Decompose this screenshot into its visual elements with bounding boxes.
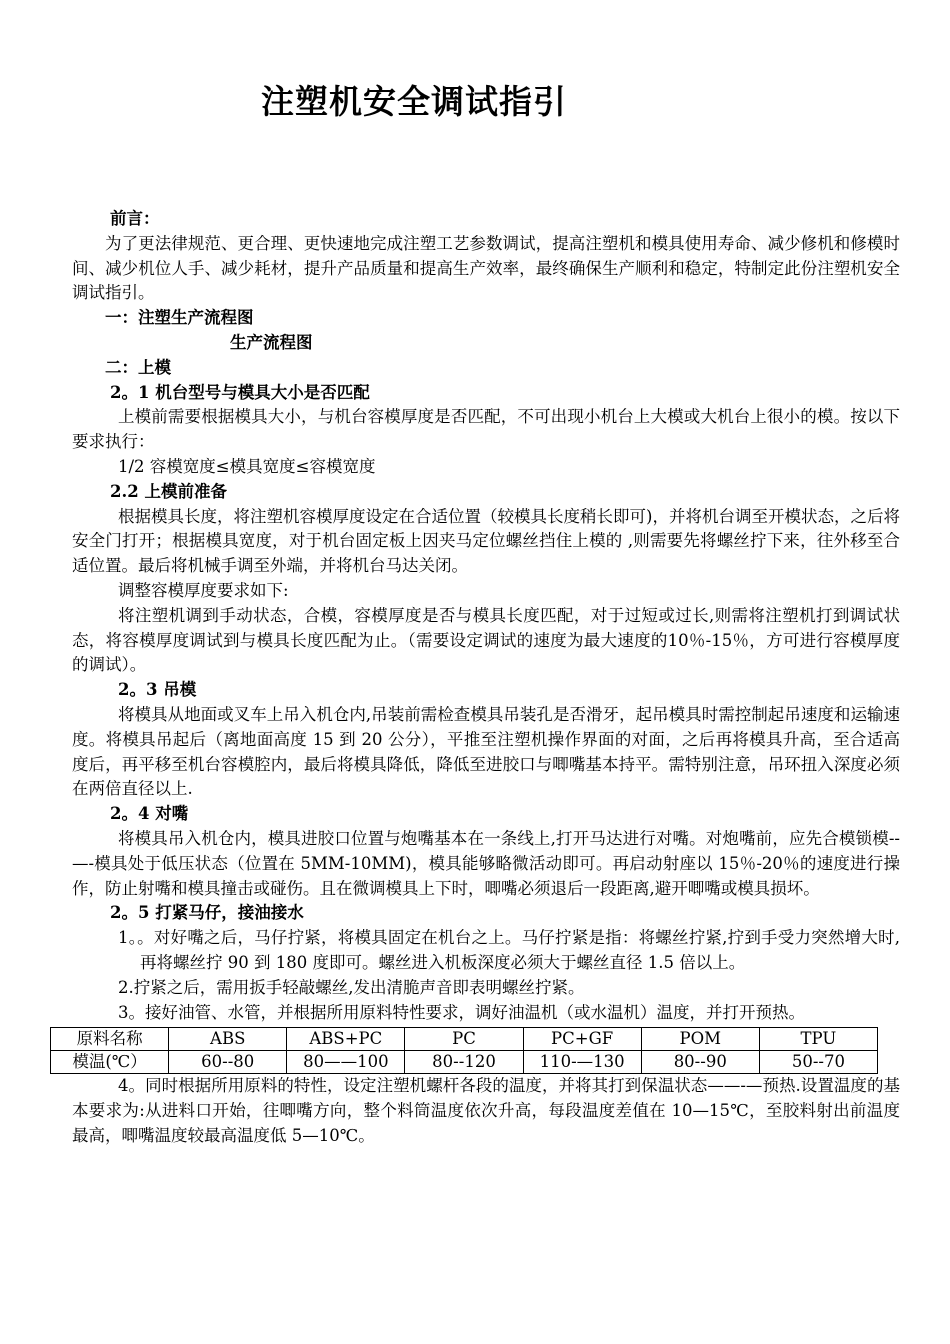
section2-heading: 二：上模	[105, 357, 171, 377]
table-cell: TPU	[759, 1028, 877, 1051]
table-cell: PC+GF	[523, 1028, 641, 1051]
s25-item4: 4。同时根据所用原料的特性，设定注塑机螺杆各段的温度，并将其打到保温状态——-—预热.设置温度的基本要求为:从进料口开始，往唧嘴方向，整个料筒温度依次升高，每段温度差值在 10—15℃，至胶料射出前温度最高，唧嘴温度较最高温度低 5—10℃。	[72, 1076, 900, 1145]
table-cell: 80--120	[405, 1051, 523, 1074]
table-cell: 80--90	[641, 1051, 759, 1074]
s25-item3: 3。接好油管、水管，并根据所用原料特性要求，调好油温机（或水温机）温度，并打开预热。	[118, 1002, 805, 1022]
s25-heading: 2。5 打紧马仔，接油接水	[110, 903, 304, 923]
mold-temperature-table	[50, 1027, 878, 1074]
s21-text: 上模前需要根据模具大小，与机台容模厚度是否匹配，不可出现小机台上大模或大机台上很小的模。按以下要求执行：	[72, 407, 900, 452]
table-cell: 原料名称	[51, 1028, 169, 1051]
s22-sub: 调整容模厚度要求如下:	[118, 580, 289, 600]
table-cell: PC	[405, 1028, 523, 1051]
table-cell: 60--80	[169, 1051, 287, 1074]
s25-item2: 2.拧紧之后，需用扳手轻敲螺丝,发出清脆声音即表明螺丝拧紧。	[118, 977, 585, 997]
s21-heading: 2。1 机台型号与模具大小是否匹配	[110, 382, 370, 402]
table-cell: 80——100	[287, 1051, 405, 1074]
table-cell: 50--70	[759, 1051, 877, 1074]
s25-item1: 1。。对好嘴之后，马仔拧紧，将模具固定在机台之上。马仔拧紧是指：将螺丝拧紧,拧到手受力突然增大时,再将螺丝拧 90 到 180 度即可。螺丝进入机板深度必须大于螺丝直径 1.5 倍以上。	[118, 928, 900, 972]
table-row	[51, 1051, 878, 1074]
s24-heading: 2。4 对嘴	[110, 804, 189, 824]
s22-heading: 2.2 上模前准备	[110, 481, 227, 501]
preface-section	[72, 207, 900, 1149]
s23-text: 将模具从地面或叉车上吊入机仓内,吊装前需检查模具吊装孔是否滑牙，起吊模具时需控制起吊速度和运输速度。将模具吊起后（离地面高度 15 到 20 公分），平推至注塑机操作界面的对面，之后再将模具升高，至合适高度后，再平移至机台容模腔内，最后将模具降低，降低至进胶口与唧嘴基本持平。需特别注意，吊环扭入深度必须在两倍直径以上.	[72, 704, 900, 799]
table-cell: 110-—130	[523, 1051, 641, 1074]
s21-rule: 1/2 容模宽度≤模具宽度≤容模宽度	[118, 456, 376, 476]
table-row	[51, 1028, 878, 1051]
preface-text: 为了更法律规范、更合理、更快速地完成注塑工艺参数调试，提高注塑机和模具使用寿命、减少修机和修模时间、减少机位人手、减少耗材，提升产品质量和提高生产效率，最终确保生产顺利和稳定，特制定此份注塑机安全调试指引。	[72, 233, 900, 303]
table-cell: 模温(℃）	[51, 1051, 169, 1074]
s22-text: 根据模具长度，将注塑机容模厚度设定在合适位置（较模具长度稍长即可)，并将机台调至开模状态，之后将安全门打开；根据模具宽度，对于机台固定板上因夹马定位螺丝挡住上模的 ,则需要先将螺丝拧下来，往外移至合适位置。最后将机械手调至外端，并将机台马达关闭。	[72, 506, 900, 576]
section1-heading: 一：注塑生产流程图	[105, 308, 254, 328]
s24-text: 将模具吊入机仓内，模具进胶口位置与炮嘴基本在一条线上,打开马达进行对嘴。对炮嘴前，应先合模锁模--—-模具处于低压状态（位置在 5MM-10MM)，模具能够略微活动即可。再启动射座以 15％-20％的速度进行操作，防止射嘴和模具撞击或碰伤。且在微调模具上下时，唧嘴必须退后一段距离,避开唧嘴或模具损坏。	[72, 828, 900, 898]
table-cell: ABS+PC	[287, 1028, 405, 1051]
s23-heading: 2。3 吊模	[118, 680, 197, 700]
table-cell: POM	[641, 1028, 759, 1051]
preface-heading: 前言：	[110, 209, 160, 228]
flow-chart-label: 生产流程图	[230, 332, 313, 352]
document-title: 注塑机安全调试指引	[261, 82, 567, 121]
s22-text2: 将注塑机调到手动状态，合模，容模厚度是否与模具长度匹配，对于过短或过长,则需将注塑机打到调试状态，将容模厚度调试到与模具长度匹配为止。（需要设定调试的速度为最大速度的10％-15％，方可进行容模厚度的调试）。	[72, 605, 900, 675]
table-cell: ABS	[169, 1028, 287, 1051]
